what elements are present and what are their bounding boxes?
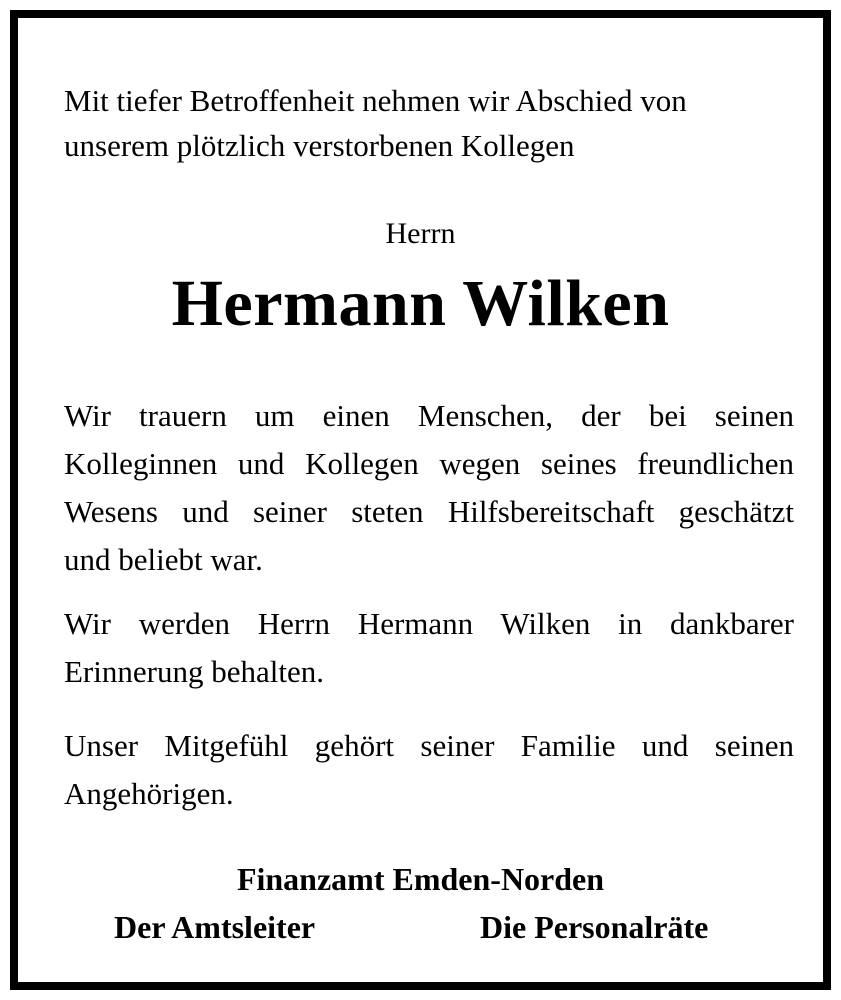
paragraph-line: Wir trauern um einen Menschen, der bei seinen (64, 398, 794, 433)
paragraph-line: Kolleginnen und Kollegen wegen seines freundlichen (64, 446, 794, 481)
obituary-notice (10, 10, 831, 990)
paragraph-line: Unser Mitgefühl gehört seiner Familie und seinen (64, 728, 794, 763)
organization-name: Finanzamt Emden-Norden (236, 861, 605, 897)
deceased-name: Hermann Wilken (171, 267, 670, 340)
paragraph-line: Wesens und seiner steten Hilfsbereitschaft geschätzt (64, 494, 794, 529)
signer-staff-council: Die Personalräte (480, 909, 709, 945)
intro-line: Mit tiefer Betroffenheit nehmen wir Abschied von (64, 83, 687, 118)
paragraph-line: Wir werden Herrn Hermann Wilken in dankbarer (64, 606, 794, 641)
intro-text (64, 78, 794, 168)
paragraph-condolence (64, 722, 794, 818)
paragraph-mourning (64, 392, 794, 584)
salutation: Herrn (385, 217, 456, 250)
paragraph-line: Erinnerung behalten. (64, 654, 324, 689)
paragraph-line: und beliebt war. (64, 542, 263, 577)
paragraph-remembrance (64, 600, 794, 696)
paragraph-line: Angehörigen. (64, 776, 234, 811)
intro-line: unserem plötzlich verstorbenen Kollegen (64, 128, 575, 163)
signer-office-head: Der Amtsleiter (114, 909, 316, 945)
